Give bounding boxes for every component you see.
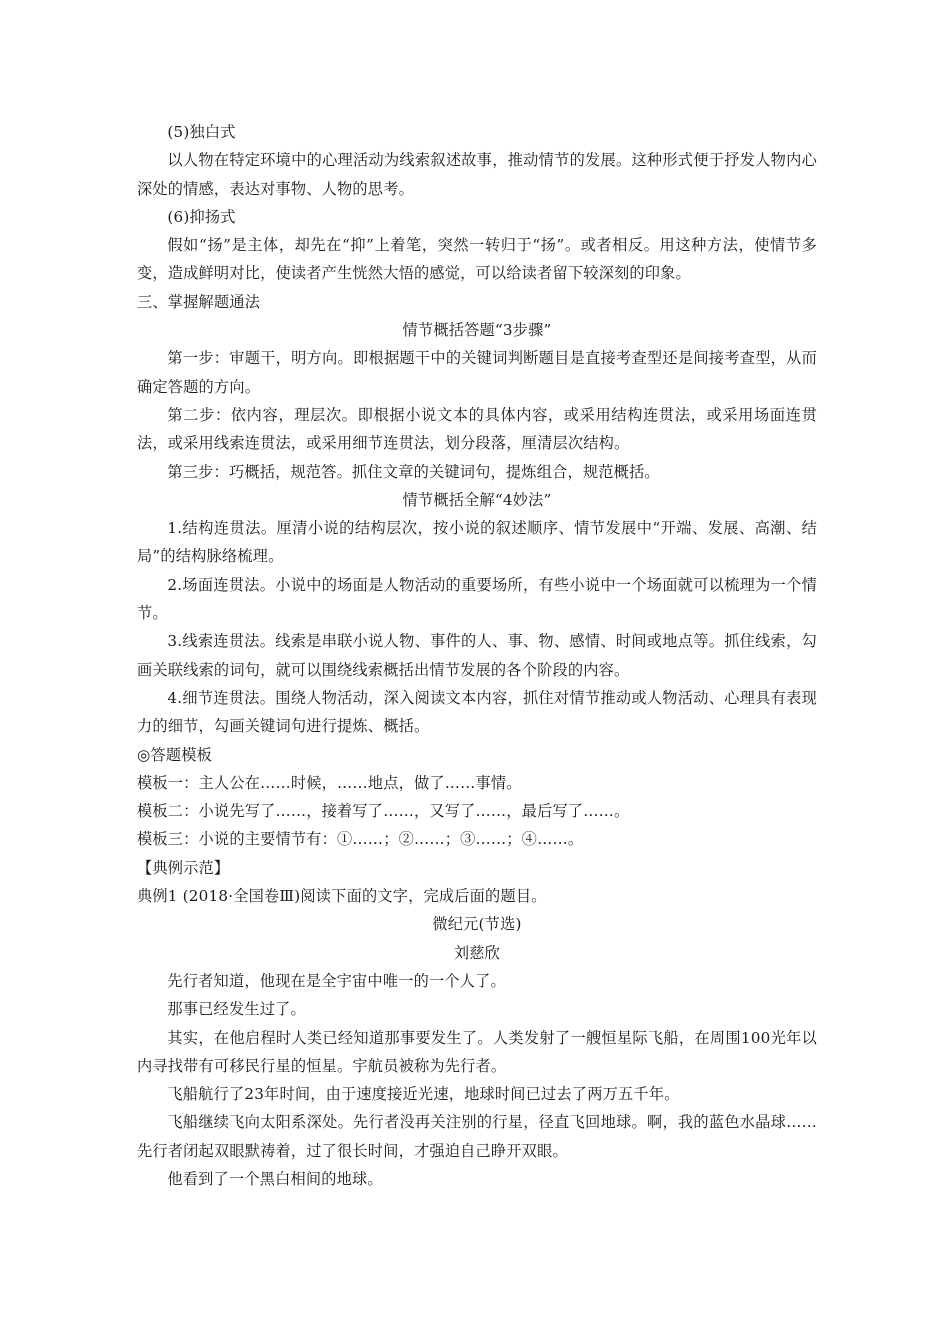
step-1: 第一步：审题干，明方向。即根据题干中的关键词判断题目是直接考查型还是间接考查型，从而确定答题的方向。 bbox=[137, 349, 817, 396]
method-3: 3.线索连贯法。线索是串联小说人物、事件的人、事、物、感情、时间或地点等。抓住线索，勾画关联线索的词句，就可以围绕线索概括出情节发展的各个阶段的内容。 bbox=[137, 632, 817, 679]
story-paragraph: 飞船继续飞向太阳系深处。先行者没再关注别的行星，径直飞回地球。啊，我的蓝色水晶球……先行者闭起双眼默祷着，过了很长时间，才强迫自己睁开双眼。 bbox=[137, 1113, 817, 1160]
method-1: 1.结构连贯法。厘清小说的结构层次，按小说的叙述顺序、情节发展中“开端、发展、高潮、结局”的结构脉络梳理。 bbox=[137, 519, 817, 566]
story-author: 刘慈欣 bbox=[453, 943, 501, 962]
style5-body: 以人物在特定环境中的心理活动为线索叙述故事，推动情节的发展。这种形式便于抒发人物内心深处的情感，表达对事物、人物的思考。 bbox=[137, 151, 817, 198]
story-paragraph: 他看到了一个黑白相间的地球。 bbox=[167, 1169, 383, 1188]
story-paragraph: 那事已经发生过了。 bbox=[167, 1000, 306, 1019]
templates-title: ◎答题模板 bbox=[137, 745, 213, 764]
template-3: 模板三：小说的主要情节有：①……；②……；③……；④……。 bbox=[137, 830, 584, 849]
template-2: 模板二：小说先写了……，接着写了……，又写了……，最后写了……。 bbox=[137, 802, 630, 821]
three-steps-title: 情节概括答题“3步骤” bbox=[402, 321, 552, 340]
story-title: 微纪元(节选) bbox=[432, 915, 522, 934]
style6-title: (6)抑扬式 bbox=[167, 207, 236, 226]
story-paragraph: 先行者知道，他现在是全宇宙中唯一的一个人了。 bbox=[167, 971, 506, 990]
example-label: 【典例示范】 bbox=[137, 858, 230, 877]
story-paragraph: 其实，在他启程时人类已经知道那事要发生了。人类发射了一艘恒星际飞船，在周围100光年以内寻找带有可移民行星的恒星。宇航员被称为先行者。 bbox=[137, 1028, 817, 1075]
style5-title: (5)独白式 bbox=[167, 123, 236, 141]
step-2: 第二步：依内容，理层次。即根据小说文本的具体内容，或采用结构连贯法，或采用场面连贯法，或采用线索连贯法，或采用细节连贯法，划分段落，厘清层次结构。 bbox=[137, 405, 817, 453]
step-3: 第三步：巧概括，规范答。抓住文章的关键词句，提炼组合，规范概括。 bbox=[167, 462, 660, 481]
document-page bbox=[137, 118, 817, 1193]
story-paragraph: 飞船航行了23年时间，由于速度接近光速，地球时间已过去了两万五千年。 bbox=[167, 1085, 680, 1104]
part3-title: 三、掌握解题通法 bbox=[137, 292, 261, 311]
style6-body: 假如“扬”是主体，却先在“抑”上着笔，突然一转归于“扬”。或者相反。用这种方法，使情节多变，造成鲜明对比，使读者产生恍然大悟的感觉，可以给读者留下较深刻的印象。 bbox=[137, 236, 817, 283]
method-4: 4.细节连贯法。围绕人物活动，深入阅读文本内容，抓住对情节推动或人物活动、心理具有表现力的细节，勾画关键词句进行提炼、概括。 bbox=[137, 688, 817, 736]
four-methods-title: 情节概括全解“4妙法” bbox=[402, 490, 552, 509]
template-1: 模板一：主人公在……时候，……地点，做了……事情。 bbox=[137, 773, 522, 792]
method-2: 2.场面连贯法。小说中的场面是人物活动的重要场所，有些小说中一个场面就可以梳理为一个情节。 bbox=[137, 575, 817, 623]
example-intro: 典例1 (2018·全国卷Ⅲ)阅读下面的文字，完成后面的题目。 bbox=[137, 887, 547, 906]
